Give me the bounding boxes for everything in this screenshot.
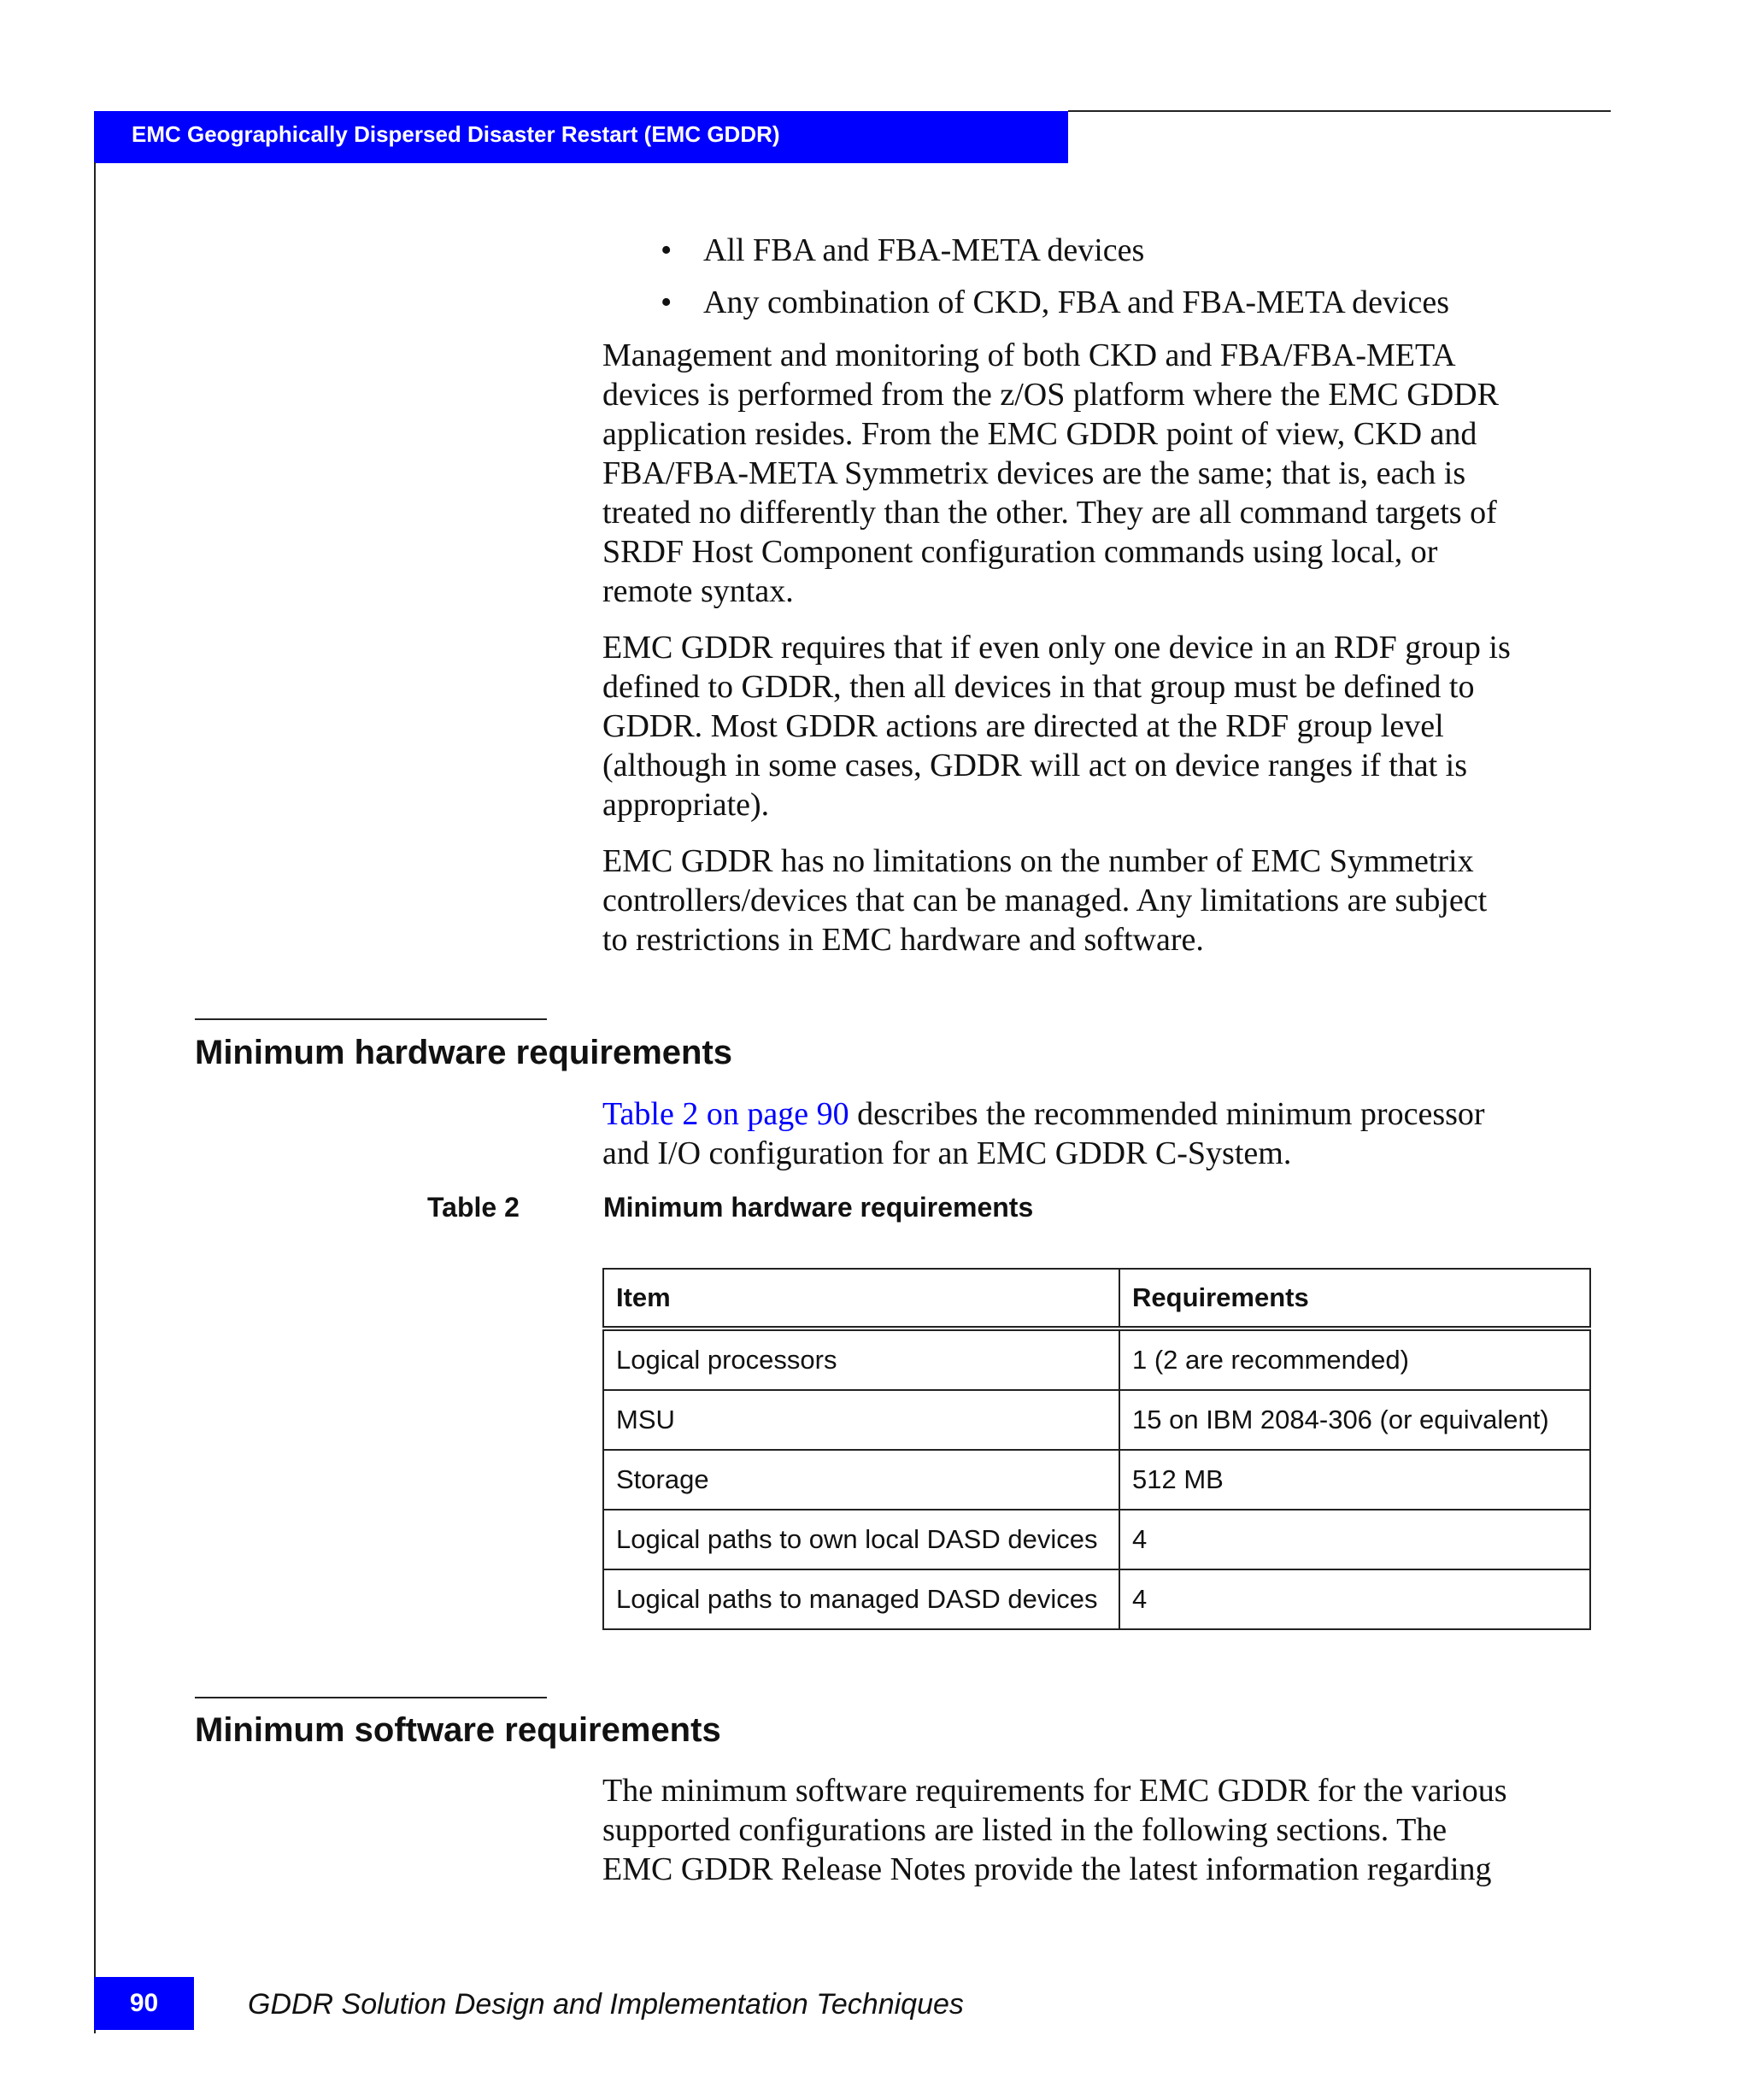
table-header-row <box>603 1269 1590 1329</box>
table-cell: 15 on IBM 2084-306 (or equivalent) <box>1119 1390 1590 1450</box>
table-cell: MSU <box>603 1390 1119 1450</box>
device-bullet-list <box>602 231 1585 335</box>
table-cell: Logical paths to managed DASD devices <box>603 1569 1119 1629</box>
table-cell: Logical processors <box>603 1329 1119 1390</box>
section-rule <box>195 1697 547 1698</box>
table-cell: 4 <box>1119 1569 1590 1629</box>
column-header-requirements: Requirements <box>1119 1269 1590 1329</box>
header-rule <box>1068 110 1611 112</box>
hardware-intro-paragraph: Table 2 on page 90 describes the recommended minimum processor and I/O configuration for an EMC GDDR C-System. <box>602 1096 1485 1171</box>
running-header-title: EMC Geographically Dispersed Disaster Restart (EMC GDDR) <box>132 121 780 147</box>
paragraph-rdf-group: EMC GDDR requires that if even only one device in an RDF group is defined to GDDR, then all devices in that group must be defined to GDDR. Most GDDR actions are directed at the RDF group level (although in some cases, GDDR will act on device ranges if that is appropriate). <box>602 630 1511 823</box>
footer-book-title: GDDR Solution Design and Implementation Techniques <box>248 1988 964 2021</box>
hardware-section-heading: Minimum hardware requirements <box>195 1034 733 1071</box>
hardware-requirements-table <box>602 1268 1591 1630</box>
table-cell: Logical paths to own local DASD devices <box>603 1510 1119 1569</box>
table-cell: 512 MB <box>1119 1450 1590 1510</box>
bullet-icon: • <box>661 232 672 268</box>
bullet-item: • All FBA and FBA-META devices <box>661 232 1145 268</box>
section-rule <box>195 1018 547 1020</box>
running-header <box>94 111 1068 163</box>
table-caption: Minimum hardware requirements <box>603 1192 1034 1223</box>
bullet-icon: • <box>661 284 672 320</box>
page-number: 90 <box>94 1977 194 2030</box>
table-cell: Storage <box>603 1450 1119 1510</box>
table-reference-link[interactable]: Table 2 on page 90 <box>602 1096 849 1132</box>
table-row <box>603 1390 1590 1450</box>
left-margin-rule <box>94 162 96 2033</box>
paragraph-management: Management and monitoring of both CKD and FBA/FBA-META devices is performed from the z/OS platform where the EMC GDDR application resides. From the EMC GDDR point of view, CKD and FBA/FBA-META Symmetrix devices are the same; that is, each is treated no differently than the other. They are all command targets of SRDF Host Component configuration commands using local, or remote syntax. <box>602 337 1499 609</box>
software-intro-paragraph: The minimum software requirements for EMC GDDR for the various supported configurations are listed in the following sections. The EMC GDDR Release Notes provide the latest information regarding <box>602 1773 1507 1887</box>
bullet-item: • Any combination of CKD, FBA and FBA-META devices <box>661 284 1450 320</box>
column-header-item: Item <box>603 1269 1119 1329</box>
table-row <box>603 1569 1590 1629</box>
table-row <box>603 1510 1590 1569</box>
paragraph-limitations: EMC GDDR has no limitations on the number of EMC Symmetrix controllers/devices that can be managed. Any limitations are subject to restrictions in EMC hardware and software. <box>602 843 1488 958</box>
table-cell: 4 <box>1119 1510 1590 1569</box>
table-row <box>603 1329 1590 1390</box>
table-number: Table 2 <box>427 1192 520 1223</box>
software-section-heading: Minimum software requirements <box>195 1711 721 1749</box>
table-cell: 1 (2 are recommended) <box>1119 1329 1590 1390</box>
table-row <box>603 1450 1590 1510</box>
